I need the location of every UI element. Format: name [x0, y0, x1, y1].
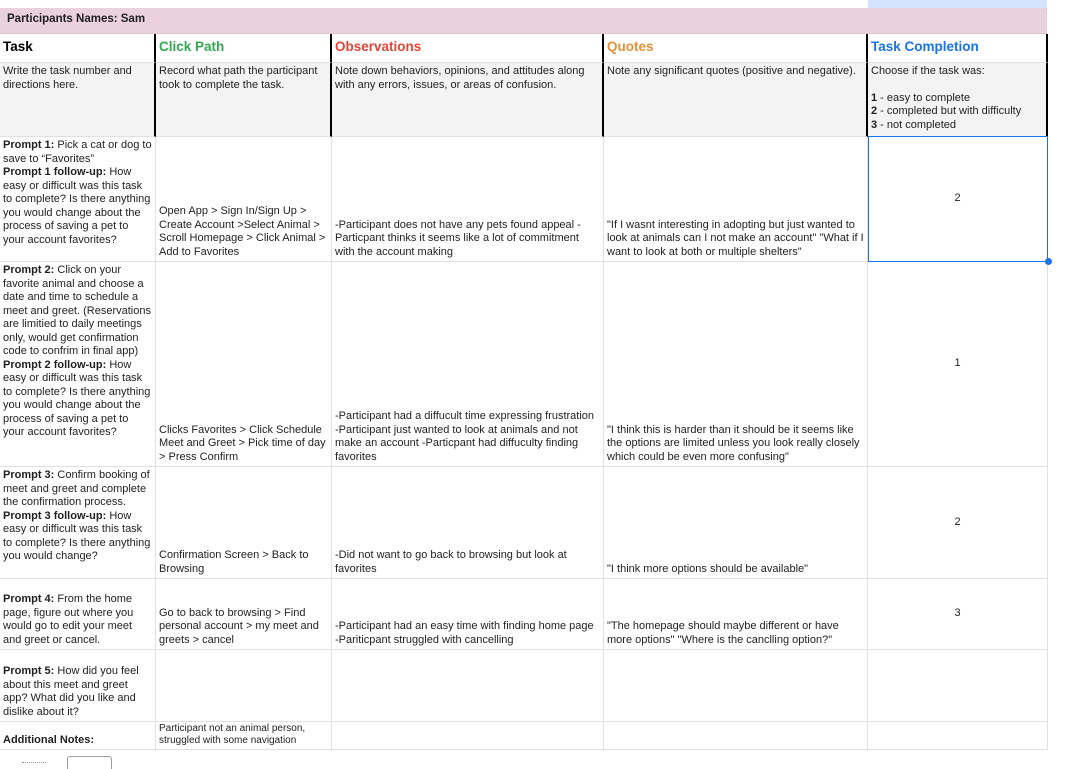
task-prompt-text: Confirm booking of meet and greet and complete the confirmation process. — [3, 469, 150, 508]
header-click-path-label: Click Path — [159, 39, 225, 54]
additional-notes-empty-cell[interactable] — [604, 722, 868, 750]
completion-value: 2 — [954, 192, 961, 205]
additional-notes-label-cell[interactable] — [0, 722, 156, 750]
task-followup-text: How easy or difficult was this task to complete? Is there anything you would change about the process of saving a pet to your account favorites? — [3, 166, 151, 246]
task-prompt — [3, 665, 152, 719]
participant-name: Participants Names: Sam — [7, 13, 146, 25]
instruction-click-path-text: Record what path the participant took to complete the task. — [159, 65, 318, 91]
completion-option-text: - not completed — [877, 118, 956, 131]
header-task-completion[interactable] — [868, 34, 1048, 63]
task-prompt-label: Prompt 4: — [3, 593, 55, 605]
completion-cell-4[interactable] — [868, 579, 1048, 650]
header-quotes-label: Quotes — [607, 39, 654, 54]
completion-value: 2 — [954, 515, 961, 528]
observations-text: -Participant had an easy time with finding home page -Pariticpant struggled with cancelling — [335, 620, 594, 646]
task-cell-2[interactable] — [0, 262, 156, 467]
participant-name-cell[interactable] — [0, 8, 1047, 34]
instruction-task-completion[interactable] — [868, 63, 1048, 137]
task-prompt-label: Prompt 1: — [3, 139, 55, 151]
observations-cell-4[interactable] — [332, 579, 604, 650]
task-followup-label: Prompt 3 follow-up: — [3, 509, 107, 522]
task-prompt — [3, 264, 152, 359]
completion-option-text: - completed but with difficulty — [877, 105, 1022, 117]
additional-notes-label: Additional Notes: — [3, 733, 95, 746]
fill-handle[interactable] — [1045, 258, 1052, 265]
click-path-text: Confirmation Screen > Back to Browsing — [159, 549, 309, 575]
task-prompt-text: Pick a cat or dog to save to “Favorites” — [3, 139, 152, 165]
observations-text: -Participant had a diffucult time expressing frustration -Participant just wanted to look at animals and not make an account -Particpant had diffuculty finding favorites — [335, 410, 595, 463]
observations-cell-3[interactable] — [332, 467, 604, 579]
observations-cell-1[interactable] — [332, 137, 604, 262]
task-prompt-text: How did you feel about this meet and greet app? What did you like and dislike about it? — [3, 665, 139, 718]
click-path-text: Open App > Sign In/Sign Up > Create Account >Select Animal > Scroll Homepage > Click Animal > Add to Favorites — [159, 205, 326, 258]
completion-cell-3[interactable] — [868, 467, 1048, 579]
observations-cell-2[interactable] — [332, 262, 604, 467]
additional-notes-value: Participant not an animal person, struggled with some navigation — [159, 723, 306, 746]
task-followup — [3, 166, 152, 247]
sheet-footer — [0, 750, 1077, 765]
quotes-text: "I think more options should be available" — [607, 562, 809, 575]
task-followup-label: Prompt 2 follow-up: — [3, 358, 107, 371]
task-followup-label: Prompt 1 follow-up: — [3, 166, 107, 178]
task-cell-4[interactable] — [0, 579, 156, 650]
click-path-text: Go to back to browsing > Find personal account > my meet and greets > cancel — [159, 606, 319, 646]
completion-option-num: 3 — [871, 118, 878, 131]
click-path-cell-5[interactable] — [156, 650, 332, 722]
observations-cell-5[interactable] — [332, 650, 604, 722]
task-cell-1[interactable] — [0, 137, 156, 262]
quotes-text: "The homepage should maybe different or have more options" "Where is the canclling option?" — [607, 620, 839, 646]
task-cell-3[interactable] — [0, 467, 156, 579]
additional-notes-empty-cell[interactable] — [868, 722, 1048, 750]
click-path-cell-2[interactable] — [156, 262, 332, 467]
selected-column-header[interactable] — [868, 0, 1047, 8]
completion-cell-5[interactable] — [868, 650, 1048, 722]
add-rows-box[interactable] — [67, 756, 112, 769]
completion-intro: Choose if the task was: — [871, 65, 985, 77]
completion-option-num: 1 — [871, 91, 878, 104]
task-prompt-text: Click on your favorite animal and choose a date and time to schedule a meet and greet. (Reservations are limitied to daily meetings only, would get confirmation code to confrim in final app) — [3, 264, 151, 357]
task-prompt — [3, 469, 152, 510]
instruction-observations-text: Note down behaviors, opinions, and attitudes along with any errors, issues, or areas of confusion. — [335, 65, 585, 91]
instruction-task[interactable] — [0, 63, 156, 137]
task-followup-text: How easy or difficult was this task to complete? Is there anything you would change about the process of saving a pet to your account favorites? — [3, 358, 151, 438]
task-followup — [3, 510, 152, 564]
quotes-cell-5[interactable] — [604, 650, 868, 722]
instruction-click-path[interactable] — [156, 63, 332, 137]
completion-cell-1[interactable] — [868, 137, 1048, 262]
additional-notes-empty-cell[interactable] — [332, 722, 604, 750]
completion-option — [871, 105, 1043, 119]
task-prompt-label: Prompt 5: — [3, 665, 55, 677]
instruction-quotes-text: Note any significant quotes (positive and negative). — [607, 65, 856, 77]
header-observations-label: Observations — [335, 39, 422, 54]
quotes-cell-1[interactable] — [604, 137, 868, 262]
completion-value: 3 — [954, 607, 961, 620]
quotes-cell-3[interactable] — [604, 467, 868, 579]
task-prompt-text: From the home page, figure out where you would go to edit your meet and greet or cancel. — [3, 593, 134, 646]
completion-option-num: 2 — [871, 105, 878, 117]
observations-text: -Did not want to go back to browsing but look at favorites — [335, 549, 567, 575]
quotes-cell-4[interactable] — [604, 579, 868, 650]
header-task-label: Task — [3, 39, 33, 54]
quotes-text: "If I wasnt interesting in adopting but just wanted to look at animals can I not make an account" "What if I want to look at both or multiple shelters" — [607, 218, 864, 258]
instruction-quotes[interactable] — [604, 63, 868, 137]
task-prompt — [3, 139, 152, 166]
completion-value: 1 — [954, 357, 961, 370]
task-prompt-label: Prompt 3: — [3, 469, 55, 481]
completion-option-text: - easy to complete — [877, 91, 971, 104]
click-path-text: Clicks Favorites > Click Schedule Meet and Greet > Pick time of day > Press Confirm — [159, 423, 326, 463]
quotes-text: "I think this is harder than it should be it seems like the options are limited unless you look really closely which could be even more confusing" — [607, 423, 860, 463]
instruction-observations[interactable] — [332, 63, 604, 137]
header-quotes[interactable] — [604, 34, 868, 63]
additional-notes-value-cell[interactable] — [156, 722, 332, 750]
quotes-cell-2[interactable] — [604, 262, 868, 467]
empty-sheet-area[interactable] — [1048, 8, 1077, 750]
click-path-cell-4[interactable] — [156, 579, 332, 650]
completion-option — [871, 92, 1043, 106]
completion-option — [871, 119, 1043, 133]
header-task-completion-label: Task Completion — [871, 39, 979, 54]
footer-divider — [22, 762, 46, 764]
task-followup-text: How easy or difficult was this task to complete? Is there anything you would change? — [3, 509, 151, 562]
observations-text: -Participant does not have any pets found appeal -Particpant thinks it seems like a lot of commitment with the account making — [335, 218, 581, 258]
task-prompt — [3, 593, 152, 647]
header-task[interactable] — [0, 34, 156, 63]
instruction-task-text: Write the task number and directions here. — [3, 65, 132, 91]
task-cell-5[interactable] — [0, 650, 156, 722]
task-prompt-label: Prompt 2: — [3, 264, 55, 276]
click-path-cell-3[interactable] — [156, 467, 332, 579]
header-click-path[interactable] — [156, 34, 332, 63]
click-path-cell-1[interactable] — [156, 137, 332, 262]
header-observations[interactable] — [332, 34, 604, 63]
task-followup — [3, 359, 152, 440]
completion-cell-2[interactable] — [868, 262, 1048, 467]
